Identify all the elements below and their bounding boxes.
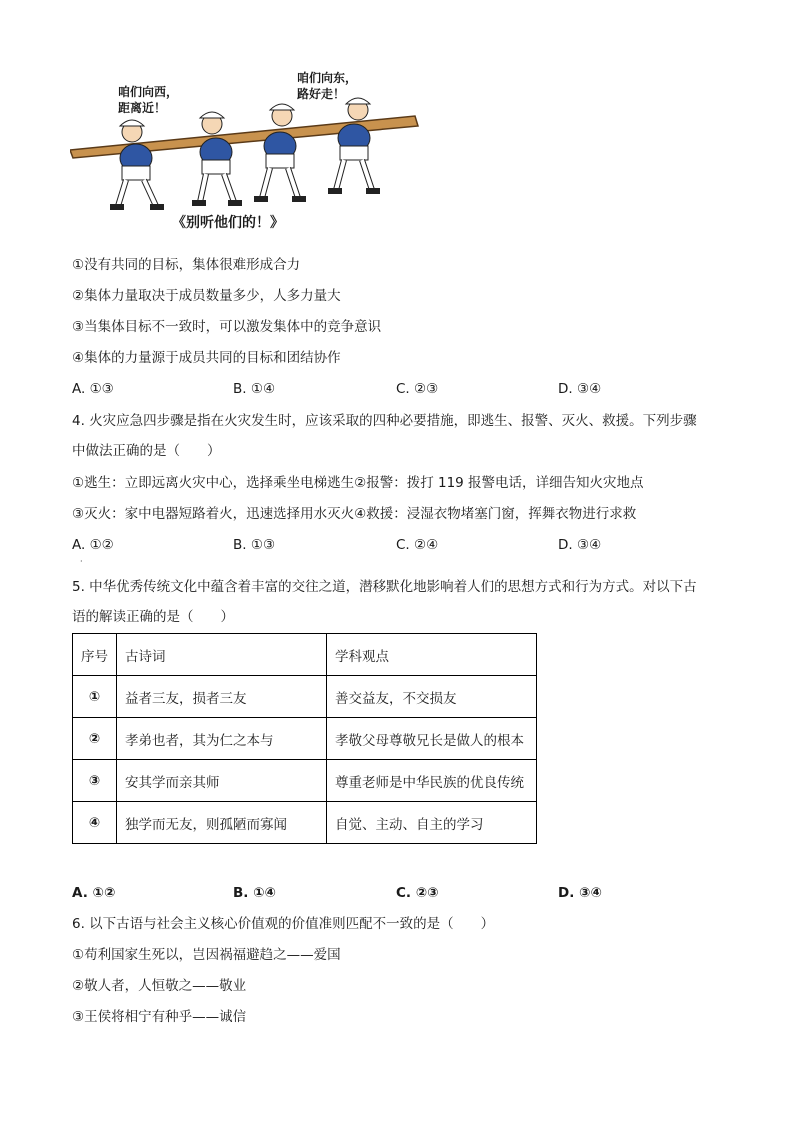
q4-statement: ①逃生：立即远离火灾中心，选择乘坐电梯逃生②报警：拨打 119 报警电话，详细告知火灾地点 xyxy=(72,475,644,491)
table-header: 序号 xyxy=(73,634,117,676)
table-cell: ④ xyxy=(73,802,117,844)
q3-option-c[interactable]: C. ②③ xyxy=(396,381,439,397)
q3-statement: ②集体力量取决于成员数量多少，人多力量大 xyxy=(72,288,341,304)
worker-figure xyxy=(328,98,380,194)
q3-option-d[interactable]: D. ③④ xyxy=(558,381,602,397)
q5-option-a[interactable]: A. ①② xyxy=(72,885,116,901)
q3-statement: ④集体的力量源于成员共同的目标和团结协作 xyxy=(72,350,341,366)
table-row xyxy=(73,718,537,760)
q6-statement: ②敬人者，人恒敬之——敬业 xyxy=(72,978,247,994)
q4-stem-continued: 中做法正确的是（ ） xyxy=(72,443,221,459)
speech-line: 距离近！ xyxy=(118,101,167,115)
speech-bubble-left xyxy=(118,84,178,116)
q5-option-d[interactable]: D. ③④ xyxy=(558,885,602,901)
speech-line: 咱们向西， xyxy=(118,85,179,99)
q6-statement: ③王侯将相宁有种乎——诚信 xyxy=(72,1009,247,1025)
table-cell: 安其学而亲其师 xyxy=(117,760,327,802)
q4-option-a[interactable]: A. ①② xyxy=(72,537,114,553)
table-cell: 孝弟也者，其为仁之本与 xyxy=(117,718,327,760)
q4-option-c[interactable]: C. ②④ xyxy=(396,537,439,553)
q4-statement: ③灭火：家中电器短路着火，迅速选择用水灭火④救援：浸湿衣物堵塞门窗，挥舞衣物进行求救 xyxy=(72,506,637,522)
q3-option-b[interactable]: B. ①④ xyxy=(233,381,276,397)
table-row xyxy=(73,676,537,718)
table-header: 古诗词 xyxy=(117,634,327,676)
table-cell: 独学而无友，则孤陋而寡闻 xyxy=(117,802,327,844)
q3-statement: ①没有共同的目标，集体很难形成合力 xyxy=(72,257,301,273)
speech-line: 咱们向东， xyxy=(297,71,358,85)
table-row xyxy=(73,760,537,802)
table-cell: 尊重老师是中华民族的优良传统 xyxy=(327,760,537,802)
table-row xyxy=(73,802,537,844)
worker-figure xyxy=(110,120,164,210)
table-cell: ② xyxy=(73,718,117,760)
speech-bubble-right xyxy=(297,70,357,102)
q4-stem: 4. 火灾应急四步骤是指在火灾发生时，应该采取的四种必要措施，即逃生、报警、灭火、救援。下列步骤 xyxy=(72,413,697,429)
table-cell: ① xyxy=(73,676,117,718)
q6-stem: 6. 以下古语与社会主义核心价值观的价值准则匹配不一致的是（ ） xyxy=(72,916,495,932)
q4-option-b[interactable]: B. ①③ xyxy=(233,537,276,553)
speech-line: 路好走！ xyxy=(297,87,346,101)
table-header-row xyxy=(73,634,537,676)
worker-figure xyxy=(192,112,242,206)
q5-stem: 5. 中华优秀传统文化中蕴含着丰富的交往之道，潜移默化地影响着人们的思想方式和行为方式。对以下古 xyxy=(72,579,697,595)
q3-option-a[interactable]: A. ①③ xyxy=(72,381,114,397)
table-cell: 益者三友，损者三友 xyxy=(117,676,327,718)
q6-statement: ①苟利国家生死以，岂因祸福避趋之——爱国 xyxy=(72,947,341,963)
table-cell: 孝敬父母尊敬兄长是做人的根本 xyxy=(327,718,537,760)
q5-option-b[interactable]: B. ①④ xyxy=(233,885,276,901)
q4-option-d[interactable]: D. ③④ xyxy=(558,537,602,553)
table-cell: 善交益友，不交损友 xyxy=(327,676,537,718)
q5-table xyxy=(72,633,537,844)
q5-option-c[interactable]: C. ②③ xyxy=(396,885,439,901)
worker-figure xyxy=(254,104,306,202)
q3-statement: ③当集体目标不一致时，可以激发集体中的竞争意识 xyxy=(72,319,382,335)
table-cell: 自觉、主动、自主的学习 xyxy=(327,802,537,844)
cartoon-caption: 《别听他们的！》 xyxy=(172,215,284,231)
q5-stem-continued: 语的解读正确的是（ ） xyxy=(72,609,234,625)
table-cell: ③ xyxy=(73,760,117,802)
table-header: 学科观点 xyxy=(327,634,537,676)
stray-dot: · xyxy=(80,557,83,566)
